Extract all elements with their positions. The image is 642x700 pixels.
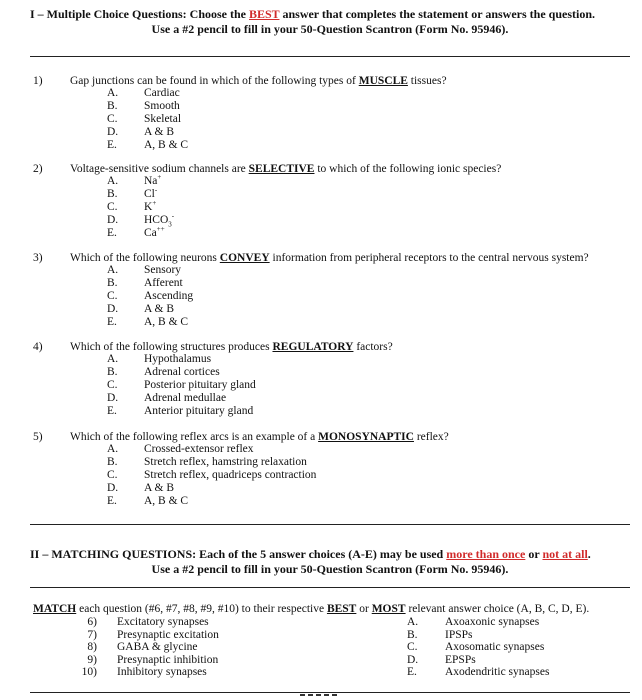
answer-option bbox=[107, 303, 174, 315]
question-number: 3) bbox=[33, 252, 43, 264]
option-letter: A. bbox=[107, 87, 119, 99]
matching-question-text: GABA & glycine bbox=[117, 641, 198, 653]
divider bbox=[30, 692, 630, 693]
matching-answer-text: EPSPs bbox=[445, 653, 476, 666]
divider bbox=[30, 524, 630, 525]
question-stem: Gap junctions can be found in which of the following types of MUSCLE tissues? bbox=[70, 75, 447, 87]
option-letter: B. bbox=[107, 366, 118, 378]
option-text: Adrenal cortices bbox=[144, 366, 220, 378]
matching-answer-text: Axoaxonic synapses bbox=[445, 616, 540, 628]
part2-subtitle: Use a #2 pencil to fill in your 50-Question Scantron (Form No. 95946). bbox=[151, 562, 509, 576]
part1-subtitle: Use a #2 pencil to fill in your 50-Question Scantron (Form No. 95946). bbox=[151, 22, 509, 36]
option-letter: B. bbox=[107, 188, 118, 200]
answer-option bbox=[107, 456, 307, 468]
answer-option bbox=[107, 495, 188, 507]
option-text: Hypothalamus bbox=[144, 353, 212, 365]
part2-title: II – MATCHING QUESTIONS: Each of the 5 answer choices (A-E) may be used more than once or not at all. bbox=[30, 547, 591, 561]
option-text: Afferent bbox=[144, 277, 183, 289]
option-text: A, B & C bbox=[144, 139, 189, 151]
option-text: A, B & C bbox=[144, 316, 189, 328]
option-letter: C. bbox=[107, 290, 118, 302]
matching-question-number: 9) bbox=[87, 653, 97, 666]
option-text: Sensory bbox=[144, 264, 182, 276]
matching-question-text: Presynaptic excitation bbox=[117, 628, 219, 641]
answer-option bbox=[107, 290, 193, 302]
option-text: Anterior pituitary gland bbox=[144, 405, 254, 417]
question-number: 4) bbox=[33, 341, 43, 353]
option-text: Stretch reflex, hamstring relaxation bbox=[144, 456, 307, 468]
question-stem: Which of the following structures produces REGULATORY factors? bbox=[70, 341, 393, 353]
matching-answer-letter: C. bbox=[407, 641, 418, 653]
answer-option bbox=[107, 443, 254, 455]
matching-question-number: 6) bbox=[87, 616, 97, 628]
answer-option bbox=[107, 139, 188, 151]
answer-option bbox=[107, 379, 256, 391]
option-letter: A. bbox=[107, 175, 119, 187]
question-stem: Which of the following reflex arcs is an example of a MONOSYNAPTIC reflex? bbox=[70, 431, 449, 443]
option-letter: C. bbox=[107, 469, 118, 481]
option-letter: D. bbox=[107, 392, 119, 404]
answer-option bbox=[107, 188, 157, 200]
option-letter: A. bbox=[107, 264, 119, 276]
answer-option bbox=[107, 353, 211, 365]
option-text: HCO bbox=[144, 214, 169, 226]
option-text: Smooth bbox=[144, 100, 180, 112]
option-text: Cl bbox=[144, 188, 155, 200]
answer-option bbox=[107, 100, 180, 112]
answer-option bbox=[107, 175, 161, 187]
option-text: Skeletal bbox=[144, 113, 182, 125]
option-letter: C. bbox=[107, 113, 118, 125]
answer-option bbox=[107, 201, 156, 213]
matching-answer-text: IPSPs bbox=[445, 628, 473, 641]
matching-question-text: Excitatory synapses bbox=[117, 616, 209, 628]
superscript: ++ bbox=[156, 225, 165, 234]
option-text: A & B bbox=[144, 482, 175, 494]
part1-header bbox=[30, 7, 630, 37]
question-stem: Voltage-sensitive sodium channels are SELECTIVE to which of the following ionic species? bbox=[70, 163, 502, 175]
matching-instructions: MATCH each question (#6, #7, #8, #9, #10) to their respective BEST or MOST relevant answer choice (A, B, C, D, E). bbox=[33, 603, 590, 615]
answer-option bbox=[107, 87, 180, 99]
option-letter: E. bbox=[107, 495, 117, 507]
answer-option bbox=[107, 482, 174, 494]
option-letter: E. bbox=[107, 139, 117, 151]
option-text: Na bbox=[144, 175, 158, 187]
option-text: Cardiac bbox=[144, 87, 180, 99]
best-keyword: BEST bbox=[249, 7, 280, 21]
not-at-all-keyword: not at all bbox=[542, 547, 588, 561]
question-number: 5) bbox=[33, 431, 43, 443]
superscript: - bbox=[171, 212, 175, 221]
more-than-once-keyword: more than once bbox=[446, 547, 526, 561]
matching-answer-letter: E. bbox=[407, 666, 417, 678]
option-letter: D. bbox=[107, 126, 119, 138]
matching-answer-letter: B. bbox=[407, 628, 418, 641]
option-text: Stretch reflex, quadriceps contraction bbox=[144, 469, 317, 481]
answer-option bbox=[107, 316, 188, 328]
answer-option bbox=[107, 469, 316, 481]
option-letter: E. bbox=[107, 316, 117, 328]
option-letter: B. bbox=[107, 456, 118, 468]
option-letter: B. bbox=[107, 277, 118, 289]
question-keyword: SELECTIVE bbox=[248, 163, 315, 175]
option-letter: A. bbox=[107, 443, 119, 455]
question-number: 1) bbox=[33, 75, 43, 87]
matching-question-number: 7) bbox=[87, 628, 97, 641]
answer-option bbox=[107, 264, 181, 276]
matching-question-number: 10) bbox=[81, 666, 97, 678]
matching-question-text: Inhibitory synapses bbox=[117, 666, 207, 678]
question-keyword: CONVEY bbox=[219, 252, 270, 264]
page-footer-fragment bbox=[300, 694, 360, 700]
option-text: K bbox=[144, 201, 153, 213]
option-text: Crossed-extensor reflex bbox=[144, 443, 254, 455]
matching-answer-letter: D. bbox=[407, 653, 419, 666]
option-text: A & B bbox=[144, 126, 175, 138]
part1-title: I – Multiple Choice Questions: Choose the BEST answer that completes the statement or answers the question. bbox=[30, 7, 595, 21]
option-letter: B. bbox=[107, 100, 118, 112]
option-text: A & B bbox=[144, 303, 175, 315]
superscript: + bbox=[157, 173, 162, 182]
matching-question-text: Presynaptic inhibition bbox=[117, 653, 219, 666]
question-keyword: REGULATORY bbox=[272, 341, 354, 353]
option-letter: D. bbox=[107, 214, 119, 226]
option-letter: C. bbox=[107, 201, 118, 213]
matching-answer-letter: A. bbox=[407, 616, 419, 628]
question-keyword: MUSCLE bbox=[358, 75, 408, 87]
divider bbox=[30, 587, 630, 588]
option-text: Ca bbox=[144, 227, 157, 239]
superscript: + bbox=[152, 199, 157, 208]
option-text: A, B & C bbox=[144, 495, 189, 507]
divider bbox=[30, 56, 630, 57]
answer-option bbox=[107, 405, 253, 417]
matching-answer-text: Axodendritic synapses bbox=[445, 666, 550, 678]
answer-option bbox=[107, 277, 183, 289]
answer-option bbox=[107, 126, 174, 138]
subscript: 3 bbox=[168, 220, 172, 229]
option-text: Adrenal medullae bbox=[144, 392, 227, 404]
option-letter: E. bbox=[107, 227, 117, 239]
option-letter: D. bbox=[107, 303, 119, 315]
option-letter: D. bbox=[107, 482, 119, 494]
matching-answer-text: Axosomatic synapses bbox=[445, 641, 545, 653]
option-text: Ascending bbox=[144, 290, 194, 302]
matching-question-number: 8) bbox=[87, 641, 97, 653]
question-stem: Which of the following neurons CONVEY information from peripheral receptors to the central nervous system? bbox=[70, 252, 589, 264]
superscript: - bbox=[154, 186, 158, 195]
option-letter: C. bbox=[107, 379, 118, 391]
question-keyword: MONOSYNAPTIC bbox=[318, 431, 414, 443]
option-text: Posterior pituitary gland bbox=[144, 379, 256, 391]
part2-header bbox=[30, 547, 630, 577]
answer-option bbox=[107, 392, 226, 404]
option-letter: E. bbox=[107, 405, 117, 417]
option-letter: A. bbox=[107, 353, 119, 365]
answer-option bbox=[107, 113, 181, 125]
answer-option bbox=[107, 227, 165, 239]
question-number: 2) bbox=[33, 163, 43, 175]
answer-option bbox=[107, 366, 220, 378]
